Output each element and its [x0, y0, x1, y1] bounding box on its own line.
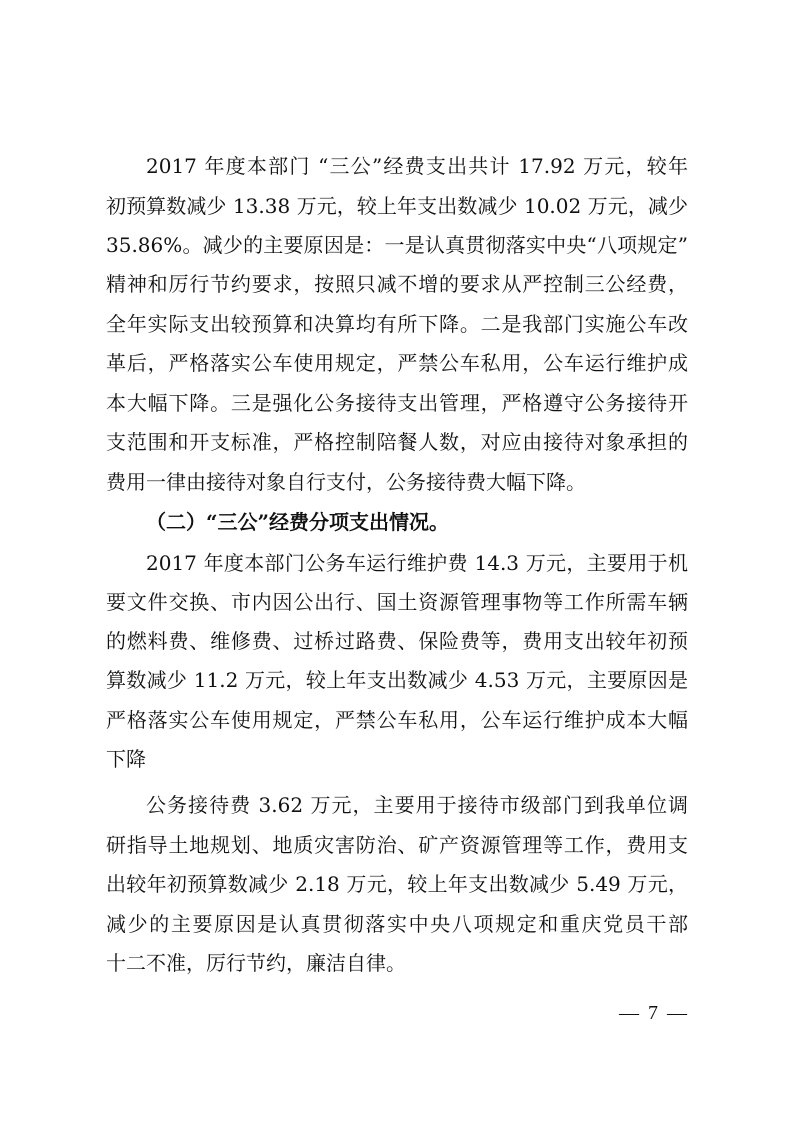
- page-number: — 7 —: [619, 1002, 689, 1024]
- paragraph-1-line-8: 支范围和开支标准，严格控制陪餐人数，对应由接待对象承担的: [106, 430, 688, 454]
- paragraph-3-line-5: 十二不准，厉行节约，廉洁自律。: [106, 951, 406, 975]
- paragraph-1-line-9: 费用一律由接待对象自行支付，公务接待费大幅下降。: [106, 470, 586, 494]
- paragraph-3-line-1: 公务接待费 3.62 万元，主要用于接待市级部门到我单位调: [146, 793, 688, 817]
- paragraph-1-line-1: 2017 年度本部门 “三公”经费支出共计 17.92 万元，较年: [146, 154, 688, 178]
- paragraph-3-line-3: 出较年初预算数减少 2.18 万元，较上年支出数减少 5.49 万元，: [106, 872, 688, 896]
- paragraph-1-line-2: 初预算数减少 13.38 万元，较上年支出数减少 10.02 万元，减少: [106, 194, 688, 218]
- paragraph-2-line-4: 算数减少 11.2 万元，较上年支出数减少 4.53 万元，主要原因是: [106, 668, 688, 692]
- paragraph-2-line-3: 的燃料费、维修费、过桥过路费、保险费等，费用支出较年初预: [106, 629, 688, 653]
- paragraph-1-line-4: 精神和厉行节约要求，按照只减不增的要求从严控制三公经费，: [106, 272, 688, 296]
- paragraph-2-line-5: 严格落实公车使用规定，严禁公车私用，公车运行维护成本大幅: [106, 708, 688, 732]
- paragraph-3-line-4: 减少的主要原因是认真贯彻落实中央八项规定和重庆党员干部: [106, 912, 688, 936]
- section-heading: （二）“三公”经费分项支出情况。: [146, 510, 450, 534]
- paragraph-1-line-6: 革后，严格落实公车使用规定，严禁公车私用，公车运行维护成: [106, 351, 688, 375]
- paragraph-1-line-7: 本大幅下降。三是强化公务接待支出管理，严格遵守公务接待开: [106, 391, 688, 415]
- paragraph-1-line-5: 全年实际支出较预算和决算均有所下降。二是我部门实施公车改: [106, 312, 688, 336]
- paragraph-2-line-6: 下降: [106, 747, 146, 771]
- paragraph-2-line-1: 2017 年度本部门公务车运行维护费 14.3 万元，主要用于机: [146, 551, 688, 575]
- paragraph-2-line-2: 要文件交换、市内因公出行、国土资源管理事物等工作所需车辆: [106, 590, 688, 614]
- paragraph-1-line-3: 35.86%。减少的主要原因是：一是认真贯彻落实中央“八项规定”: [106, 233, 688, 257]
- paragraph-3-line-2: 研指导土地规划、地质灾害防治、矿产资源管理等工作，费用支: [106, 833, 688, 857]
